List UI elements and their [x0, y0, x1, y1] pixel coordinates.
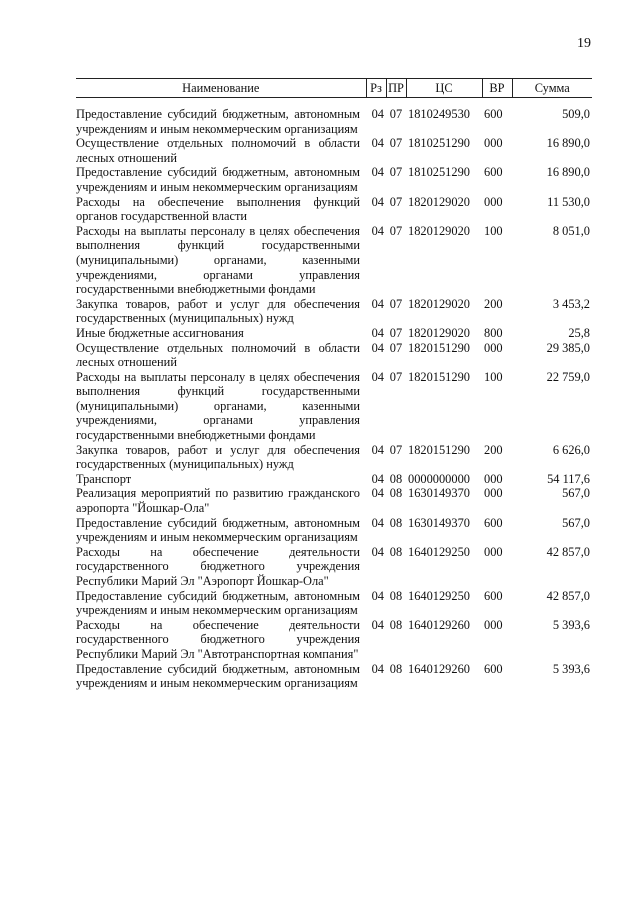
header-cs: ЦС [406, 79, 482, 98]
cell-name: Расходы на выплаты персоналу в целях обеспечения выполнения функций государственными (муниципальными) органами, казенными учреждениями, органами управления государственными внебюджетными фондами [76, 369, 360, 443]
cell-vr: 600 [484, 515, 503, 530]
cell-cs: 1820129020 [408, 296, 470, 311]
header-rz: Рз [366, 79, 386, 98]
table-row [76, 341, 592, 370]
cell-rz: 04 [371, 136, 384, 151]
cell-rz: 04 [371, 165, 384, 180]
cell-cs: 1630149370 [408, 486, 470, 501]
cell-rz: 04 [371, 223, 384, 238]
cell-vr: 000 [484, 544, 503, 559]
cell-name: Предоставление субсидий бюджетным, автономным учреждениям и иным некоммерческим организациям [76, 661, 360, 691]
cell-sum: 567,0 [562, 486, 590, 501]
cell-rz: 04 [371, 107, 384, 121]
cell-pr: 08 [389, 661, 403, 676]
table-row [76, 486, 592, 515]
cell-cs: 1640129260 [408, 617, 470, 632]
cell-vr: 000 [484, 340, 503, 355]
cell-name: Предоставление субсидий бюджетным, автономным учреждениям и иным некоммерческим организациям [76, 588, 360, 618]
table-row [76, 589, 592, 618]
cell-vr: 000 [484, 471, 503, 486]
cell-vr: 000 [484, 194, 503, 209]
cell-sum: 42 857,0 [546, 588, 590, 603]
table-row [76, 195, 592, 224]
cell-sum: 509,0 [562, 107, 590, 121]
table-body [76, 98, 592, 691]
cell-rz: 04 [371, 194, 384, 209]
cell-vr: 100 [484, 223, 503, 238]
cell-vr: 000 [484, 617, 503, 632]
cell-cs: 1640129250 [408, 588, 470, 603]
cell-pr: 07 [389, 325, 403, 340]
cell-sum: 6 626,0 [552, 442, 590, 457]
table-row [76, 443, 592, 472]
cell-name: Закупка товаров, работ и услуг для обеспечения государственных (муниципальных) нужд [76, 442, 360, 472]
cell-sum: 54 117,6 [547, 471, 590, 486]
cell-cs: 1810249530 [408, 107, 470, 121]
cell-sum: 16 890,0 [546, 136, 590, 151]
cell-pr: 07 [389, 340, 403, 355]
budget-table [76, 78, 592, 691]
cell-pr: 08 [389, 544, 403, 559]
cell-vr: 600 [484, 165, 503, 180]
cell-vr: 100 [484, 369, 503, 384]
cell-name: Расходы на обеспечение деятельности государственного бюджетного учреждения Республики Марий Эл "Аэропорт Йошкар-Ола" [76, 544, 360, 588]
cell-name: Расходы на обеспечение выполнения функций органов государственной власти [76, 194, 360, 224]
cell-rz: 04 [371, 296, 384, 311]
cell-pr: 07 [389, 442, 403, 457]
cell-rz: 04 [371, 340, 384, 355]
cell-name: Закупка товаров, работ и услуг для обеспечения государственных (муниципальных) нужд [76, 296, 360, 326]
cell-cs: 1630149370 [408, 515, 470, 530]
cell-sum: 11 530,0 [547, 194, 590, 209]
cell-cs: 1640129250 [408, 544, 470, 559]
table-row [76, 326, 592, 341]
cell-rz: 04 [371, 661, 384, 676]
cell-pr: 08 [389, 486, 403, 501]
cell-name: Предоставление субсидий бюджетным, автономным учреждениям и иным некоммерческим организациям [76, 107, 360, 136]
cell-rz: 04 [371, 369, 384, 384]
table-row [76, 472, 592, 487]
cell-vr: 200 [484, 296, 503, 311]
cell-pr: 07 [389, 223, 403, 238]
table-row [76, 136, 592, 165]
cell-rz: 04 [371, 617, 384, 632]
cell-name: Предоставление субсидий бюджетным, автономным учреждениям и иным некоммерческим организациям [76, 515, 360, 545]
cell-sum: 29 385,0 [546, 340, 590, 355]
cell-rz: 04 [371, 588, 384, 603]
cell-pr: 07 [389, 369, 403, 384]
cell-pr: 08 [389, 471, 403, 486]
cell-name: Транспорт [76, 471, 132, 486]
cell-name: Предоставление субсидий бюджетным, автономным учреждениям и иным некоммерческим организациям [76, 165, 360, 194]
cell-cs: 0000000000 [408, 471, 470, 486]
cell-cs: 1810251290 [408, 165, 470, 180]
cell-cs: 1820129020 [408, 223, 470, 238]
cell-sum: 567,0 [562, 515, 590, 530]
cell-pr: 07 [389, 165, 403, 180]
cell-pr: 07 [389, 194, 403, 209]
cell-pr: 07 [389, 107, 403, 121]
cell-sum: 25,8 [568, 325, 590, 340]
table-header [76, 79, 592, 98]
cell-sum: 42 857,0 [546, 544, 590, 559]
table-row [76, 618, 592, 662]
cell-sum: 5 393,6 [552, 661, 590, 676]
table-row [76, 165, 592, 194]
cell-cs: 1640129260 [408, 661, 470, 676]
table-row [76, 297, 592, 326]
cell-cs: 1820129020 [408, 325, 470, 340]
cell-rz: 04 [371, 544, 384, 559]
cell-vr: 600 [484, 588, 503, 603]
cell-pr: 08 [389, 515, 403, 530]
table-row [76, 370, 592, 443]
cell-name: Осуществление отдельных полномочий в области лесных отношений [76, 136, 360, 165]
cell-name: Расходы на выплаты персоналу в целях обеспечения выполнения функций государственными (муниципальными) органами, казенными учреждениями, органами управления государственными внебюджетными фондами [76, 223, 360, 297]
cell-vr: 000 [484, 486, 503, 501]
cell-sum: 16 890,0 [546, 165, 590, 180]
cell-rz: 04 [371, 325, 384, 340]
cell-cs: 1820151290 [408, 340, 470, 355]
table-row [76, 545, 592, 589]
cell-rz: 04 [371, 442, 384, 457]
cell-sum: 5 393,6 [552, 617, 590, 632]
cell-vr: 800 [484, 325, 503, 340]
table-row [76, 516, 592, 545]
cell-sum: 8 051,0 [552, 223, 590, 238]
cell-rz: 04 [371, 471, 384, 486]
cell-cs: 1810251290 [408, 136, 470, 151]
cell-sum: 3 453,2 [552, 296, 590, 311]
table-row [76, 224, 592, 297]
cell-name: Иные бюджетные ассигнования [76, 325, 244, 340]
cell-cs: 1820151290 [408, 442, 470, 457]
cell-vr: 600 [484, 661, 503, 676]
cell-pr: 07 [389, 136, 403, 151]
cell-pr: 08 [389, 617, 403, 632]
cell-vr: 000 [484, 136, 503, 151]
cell-name: Осуществление отдельных полномочий в области лесных отношений [76, 340, 360, 370]
cell-rz: 04 [371, 486, 384, 501]
cell-cs: 1820129020 [408, 194, 470, 209]
header-sum: Сумма [512, 79, 592, 98]
header-name: Наименование [76, 79, 366, 98]
table-row [76, 98, 592, 137]
cell-pr: 08 [389, 588, 403, 603]
cell-name: Расходы на обеспечение деятельности государственного бюджетного учреждения Республики Марий Эл "Автотранспортная компания" [76, 617, 360, 661]
header-vr: ВР [482, 79, 512, 98]
cell-vr: 200 [484, 442, 503, 457]
cell-sum: 22 759,0 [546, 369, 590, 384]
cell-vr: 600 [484, 107, 503, 121]
cell-cs: 1820151290 [408, 369, 470, 384]
cell-pr: 07 [389, 296, 403, 311]
table-row [76, 662, 592, 691]
header-pr: ПР [386, 79, 406, 98]
cell-rz: 04 [371, 515, 384, 530]
page-number: 19 [577, 36, 591, 51]
cell-name: Реализация мероприятий по развитию гражданского аэропорта "Йошкар-Ола" [76, 486, 360, 516]
